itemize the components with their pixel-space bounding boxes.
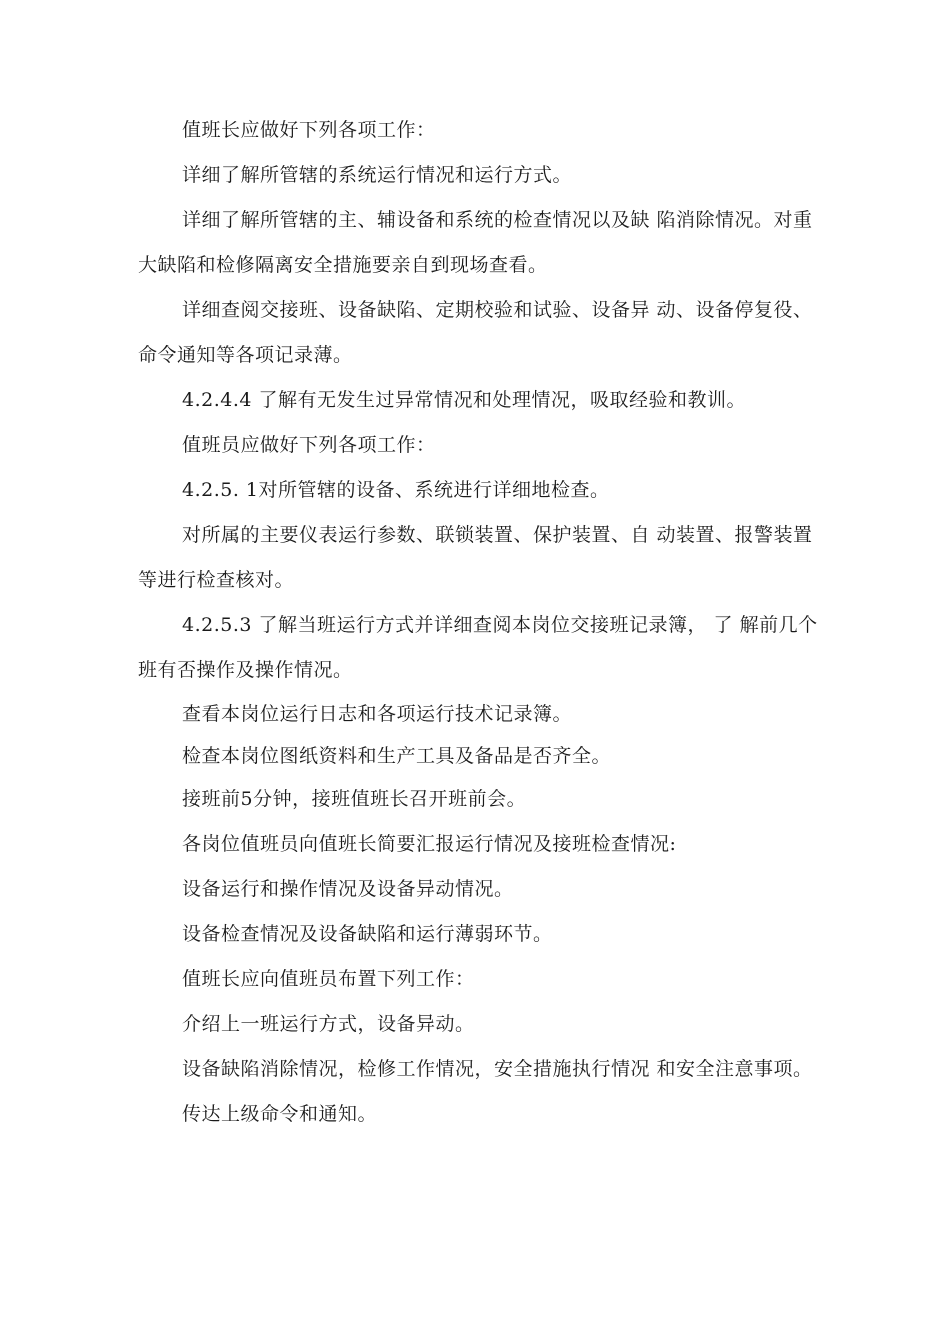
paragraph: 4.2.5.3 了解当班运行方式并详细查阅本岗位交接班记录簿， 了 解前几个班有否操作及操作情况。 [138,614,818,681]
paragraph: 检查本岗位图纸资料和生产工具及备品是否齐全。 [182,745,612,767]
paragraph: 4.2.5. 1对所管辖的设备、系统进行详细地检查。 [182,479,610,501]
paragraph: 设备缺陷消除情况，检修工作情况，安全措施执行情况 和安全注意事项。 [182,1058,813,1080]
paragraph: 详细查阅交接班、设备缺陷、定期校验和试验、设备异 动、设备停复役、命令通知等各项记录薄。 [138,299,813,366]
paragraph: 值班长应做好下列各项工作： [182,119,436,141]
paragraph: 各岗位值班员向值班长简要汇报运行情况及接班检查情况: [182,833,677,855]
paragraph: 介绍上一班运行方式，设备异动。 [182,1013,475,1035]
paragraph: 4.2.4.4 了解有无发生过异常情况和处理情况，吸取经验和教训。 [182,389,747,411]
paragraph: 查看本岗位运行日志和各项运行技术记录簿。 [182,703,573,725]
paragraph: 设备检查情况及设备缺陷和运行薄弱环节。 [182,923,553,945]
paragraph: 对所属的主要仪表运行参数、联锁装置、保护装置、自 动装置、报警装置等进行检查核对。 [138,524,813,591]
paragraph: 设备运行和操作情况及设备异动情况。 [182,878,514,900]
paragraph: 传达上级命令和通知。 [182,1103,378,1125]
paragraph: 值班员应做好下列各项工作： [182,434,436,456]
paragraph: 详细了解所管辖的主、辅设备和系统的检查情况以及缺 陷消除情况。对重大缺陷和检修隔离安全措施要亲自到现场查看。 [138,209,813,276]
paragraph: 详细了解所管辖的系统运行情况和运行方式。 [182,164,573,186]
paragraph: 值班长应向值班员布置下列工作： [182,968,475,990]
document-body [138,108,828,1137]
paragraph: 接班前5分钟，接班值班长召开班前会。 [182,788,527,810]
